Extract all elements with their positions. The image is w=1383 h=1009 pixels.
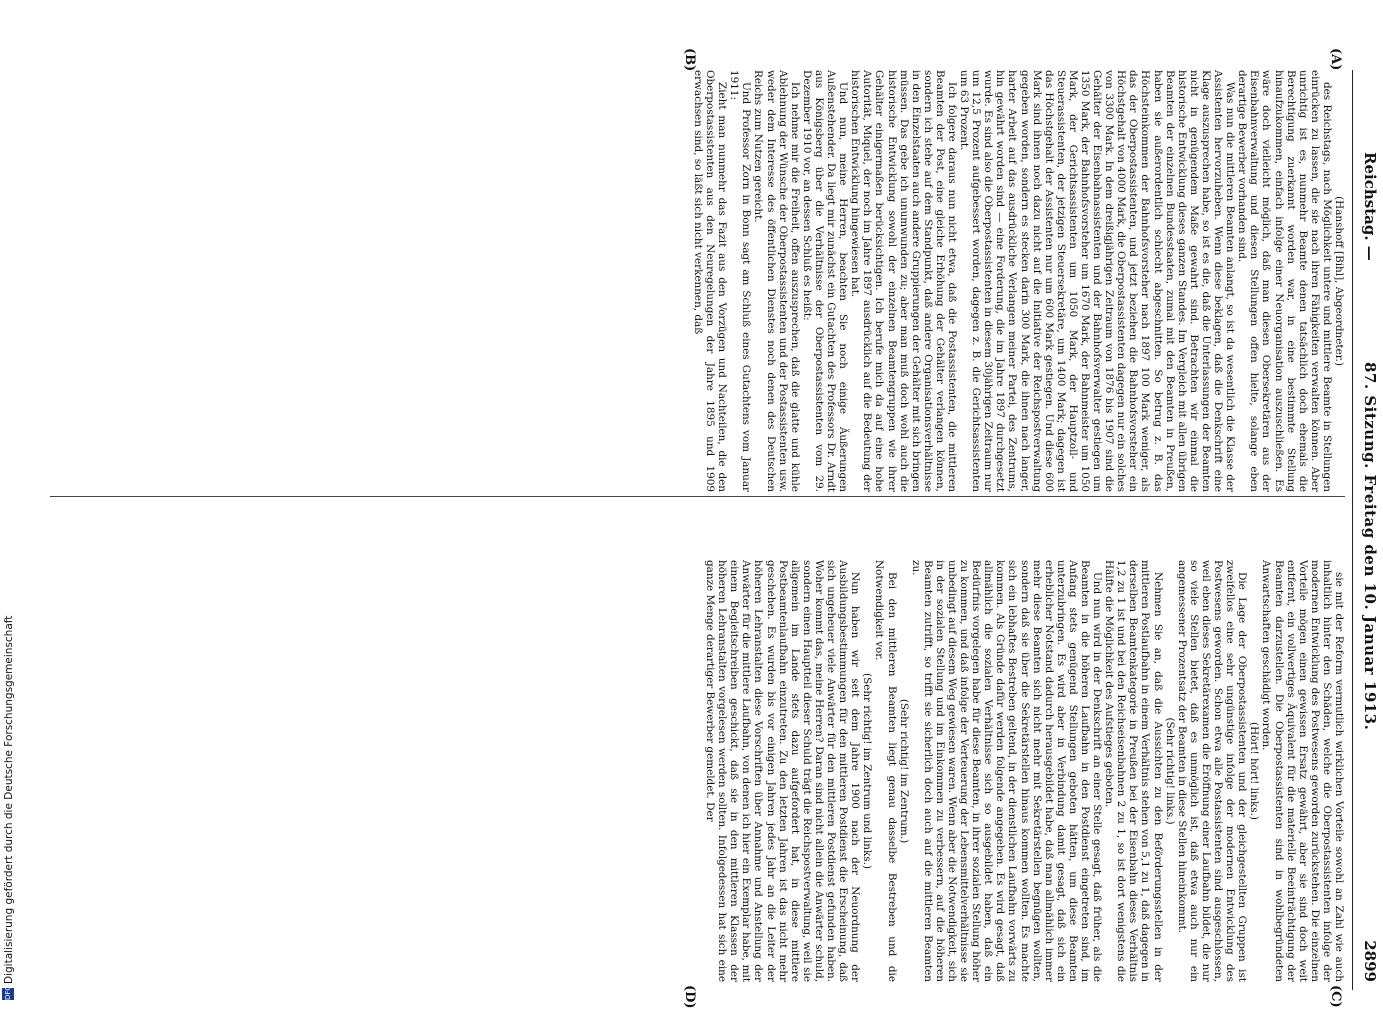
text-column-left [692, 70, 1345, 492]
margin-mark-a: (A) [1328, 48, 1343, 71]
interjection: (Sehr richtig! im Zentrum.) [897, 698, 910, 844]
paragraph: Ich nehme mir die Freiheit, offen auszusprechen, daß die glatte und kühle Ablehnung der Wünsche der Oberpostassistenten und der Postassistenten usw. weder dem Interesse des öffentlichen Dienstes noch denen des Deutschen Reichs zum Nutzen gereicht. [752, 70, 801, 492]
paragraph: Die Lage der Oberpostassistenten und der gleichgestellten Gruppen ist zweifellos eine sehr ungünstige infolge der modernen Entwicklung des Postwesens geworden. Schon etwa alle Postassistenten sind ausgeschlossen, weil eben dieses Sekretärexamen die Eröffnung einer Laufbahn bildet, die nur so viele Stellen bietet, daß es unmöglich ist, daß etwa auch nur ein angemessener Prozentsatz der Beamten in diese Stellen hineinkommt. [1175, 560, 1249, 982]
paragraph: Und Professor Zorn in Bonn sagt am Schluß eines Gutachtens vom Januar 1911: [728, 70, 753, 492]
text-column-right [704, 560, 1345, 982]
dfg-logo: DFG [4, 985, 12, 1000]
paragraph: Nun haben wir seit dem Jahre 1900 nach der Neuordnung der Ausbildungsbestimmungen für den mittleren Postdienst die Erscheinung, daß sich ungeheuer viele Anwärter für den mittleren Postdienst gefunden haben. Woher kommt das, meine Herren? Daran sind nicht allein die Anwärter schuld, sondern einen Hauptteil dieser Schuld trägt die Reichspostverwaltung, weil sie allgemein im Lande stets dazu aufgefordert hat, in diese mittlere Postbeamtenlaufbahn einzutreten. Zu den letzten Jahren ist das nicht mehr geschehen. Es wurden bis vor einigen Jahren jedes Jahr an die Leiter der höheren Lehranstalten diese Vorschriften über Annahme und Anstellung der Anwärter für die mittlere Laufbahn, von denen ich hier ein Exemplar habe, mit einem Begleitschreiben geschickt, daß sie in den mittleren Klassen der höheren Lehranstalten vorgelesen werden sollten. Infolgedessen hat sich eine ganze Menge derartiger Bewerber gemeldet. Der [704, 560, 862, 982]
interjection: (Sehr richtig! links.) [1163, 717, 1176, 825]
margin-mark-d: (D) [682, 985, 697, 1009]
header-left: Reichstag. — [1361, 152, 1379, 261]
paragraph: sie mit der Reform vermutlich wirklichen Vorteile sowohl an Zahl wie auch inhaltlich hinter den Schäden, welche die Oberpostassistenten infolge der modernen Entwicklung des Postwesens geworden zurückstehen. Die einzelnen Vorteile mögen einen gewissen Ersatz gewährt, aber sie sind doch weit entfernt, ein vollwertiges Äquivalent für die materielle Beeinträchtigung der Beamten darzustellen. Die Oberpostassistenten sind in wohlbegründeten Anwartschaften geschädigt worden. [1260, 560, 1345, 982]
interjection: (Sehr richtig! im Zentrum und links.) [861, 673, 874, 869]
credit-text: Digitalisierung gefördert durch die Deutsche Forschungsgemeinschaft [3, 615, 15, 984]
paragraph: Und nun wird in der Denkschrift an einer Stelle gesagt, daß früher, als die Beamten in die höheren Laufbahn in den Postdienst eingetreten sind, im Anfang stets genügend Stellungen geboten hätten, um diese Beamten unterzubringen. Es wird aber in Verbindung damit gesagt, daß sich ein erheblicher Notstand dadurch herausgebildet habe, daß man allmählich immer mehr diese Beamten sich nicht mehr mit Sekretärstellen begnügen wollten, sondern daß sie über die Sekretärstellen hinaus kommen wollten. Es machte sich ein lebhaftes Bestreben geltend, in der dienstlichen Laufbahn vorwärts zu kommen. Als Gründe dafür werden folgende angegeben. Es wird gesagt, daß allmählich die sozialen Verhältnisse sich so ausgebildet haben, daß ein Bedürfnis vorgelegen habe für diese Beamten, in ihrer sozialen Stellung höher zu kommen, und daß infolge der Verteuerung der Lebensmittelverhältnisse sie unbedingt auf diesem Weg gewiesen waren. Wenn aber die Notwendigkeit, sich in der sozialen Stellung und im Einkommen zu verbessern, auf die höheren Beamten zutrifft, so trifft sie sicherlich doch auch auf die mittleren Beamten zu. [909, 560, 1104, 982]
paragraph: des Reichstags, nach Möglichkeit untere und mittlere Beamte in Stellungen einrücken zu lassen, die sie nach ihren Fähigkeiten verwalten können. Aber unrichtig ist es, nunmehr Beamte denen tatsächlich doch ehemals die Berechtigung zuerkannt worden war, in eine bestimmte Stellung hinaufzukommen, einfach infolge einer Neuorganisation auszuschließen. Es wäre doch vielleicht möglich, daß man diesen Obersekretären aus der Eisenbahnverwaltung und diesen Stellungen offen hielte, solange eben derartige Bewerber vorhanden sind. [1236, 70, 1333, 492]
margin-mark-b: (B) [682, 48, 697, 72]
paragraph: Und nun, meine Herren, beachten Sie noch einige Äußerungen Außenstehender. Da liegt mir zunächst ein Gutachten des Professors Dr. Arndt aus Königsberg über die Verhältnisse der Oberpostassistenten vom 29. Dezember 1910 vor, an dessen Schluß es heißt: [800, 70, 850, 492]
interjection: (Hört! hört! links.) [1248, 722, 1261, 820]
paragraph: Bei den mittleren Beamten liegt genau dasselbe Bestreben und die Notwendigkeit vor. [873, 560, 898, 982]
paragraph: Nehmen Sie an, daß die Aussichten zu den Beförderungsstellen in der mittleren Postlaufbahn in einem Verhältnis stehen von 5,1 zu 1, daß dagegen in derselben Beamtenkategorie in Preußen bei der Eisenbahn dieses Verhältnis 1,2 zu 1 ist und bei den Reichseisenbahnen 2 zu 1, so ist dort wenigstens die Hälfte die Möglichkeit des Aufstieges geboten. [1103, 560, 1164, 982]
paragraph: Was nun die mittleren Beamten anlangt, so ist da wesentlich die Klasse der Assistenten hervorzuheben. Wenn diese beklagen, daß die Denkschrift eine Klage auszusprechen habe, so ist es die, daß die Unterlassungen der Beamten nicht in genügendem Maße gewahrt sind. Betrachten wir einmal die historische Entwicklung dieses ganzen Standes. Im Vergleich mit allen übrigen Beamten der einzelnen Bundesstaaten, zumal mit den Beamten in Preußen, haben sie außerordentlich schlecht abgeschnitten. So betrug z. B. das Höchsteinkommen der Bahnhofsvorsteher nach 1897 100 Mark weniger, als das der Oberpostassistenten, und jetzt beziehen die Bahnhofsvorsteher ein Höchstgehalt von 4000 Mark, die Oberpostassistenten dagegen nur ein solches von 3300 Mark. In dem dreißigjährigen Zeitraum von 1876 bis 1907 sind die Gehälter der Eisenbahnassistenten und der Bahnhofsverwalter gestiegen um 1350 Mark, der Bahnhofsvorsteher um 1670 Mark, der Bahnmeister um 1050 Mark, der Gerichtsassistenten um 1050 Mark, der Hauptzoll- und Steuerassistenten, der jetzigen Steuersekretäre, um 1400 Mark; dagegen ist das Höchstgehalt der Assistenten nur um 600 Mark gestiegen. Und diese 600 Mark sind ihnen noch dazu nicht auf die Initiative der Reichspostverwaltung gegeben worden, sondern es stecken darin 300 Mark, die ihnen nach langer, harter Arbeit auf das ausdrückliche Verlangen meiner Partei, des Zentrums, hin gewährt worden sind — eine Forderung, die im Jahre 1897 durchgesetzt wurde. Es sind also die Oberpostassistenten in diesem 30jährigen Zeitraum nur um 12,5 Prozent aufgebessert worden, dagegen z. B. die Gerichtsassistenten um 63 Prozent. [958, 70, 1237, 492]
paragraph: Zieht man nunmehr das Fazit aus den Vorzügen und Nachteilen, die den Oberpostassistenten aus den Neuregelungen der Jahre 1895 und 1909 erwachsen sind, so läßt sich nicht verkennen, daß [692, 70, 729, 492]
page-number: 2899 [1361, 940, 1379, 982]
margin-mark-c: (C) [1328, 985, 1343, 1008]
running-header [1353, 62, 1381, 982]
column-divider [50, 496, 1345, 497]
paragraph: Ich folgere daraus nun nicht etwa, daß die Postassistenten, die mittleren Beamten der Post, eine gleiche Erhöhung der Gehälter verlangen können, sondern ich stehe auf dem Standpunkt, daß andere Organisationsverhältnisse in den Einzelstaaten auch andere Gruppierungen der Gehälter mit sich bringen müssen. Das gebe ich unumwunden zu; aber man muß doch wohl auch die historische Entwicklung sowohl der einzelnen Beamtengruppen wie ihrer Gehälter einigermaßen berücksichtigen. Ich berufe mich da auf eine hohe Autorität, Miquel, der noch im Jahre 1897 ausdrücklich auf die Bedeutung der historischen Entwicklung hingewiesen hat. [849, 70, 958, 492]
header-center: 87. Sitzung. Freitag den 10. Januar 1913. [1361, 362, 1379, 731]
interjection: (Hanshoff [Bihl], Abgeordneter.) [1333, 196, 1345, 366]
header-rule [1352, 70, 1353, 990]
digitization-credit [0, 0, 16, 1000]
